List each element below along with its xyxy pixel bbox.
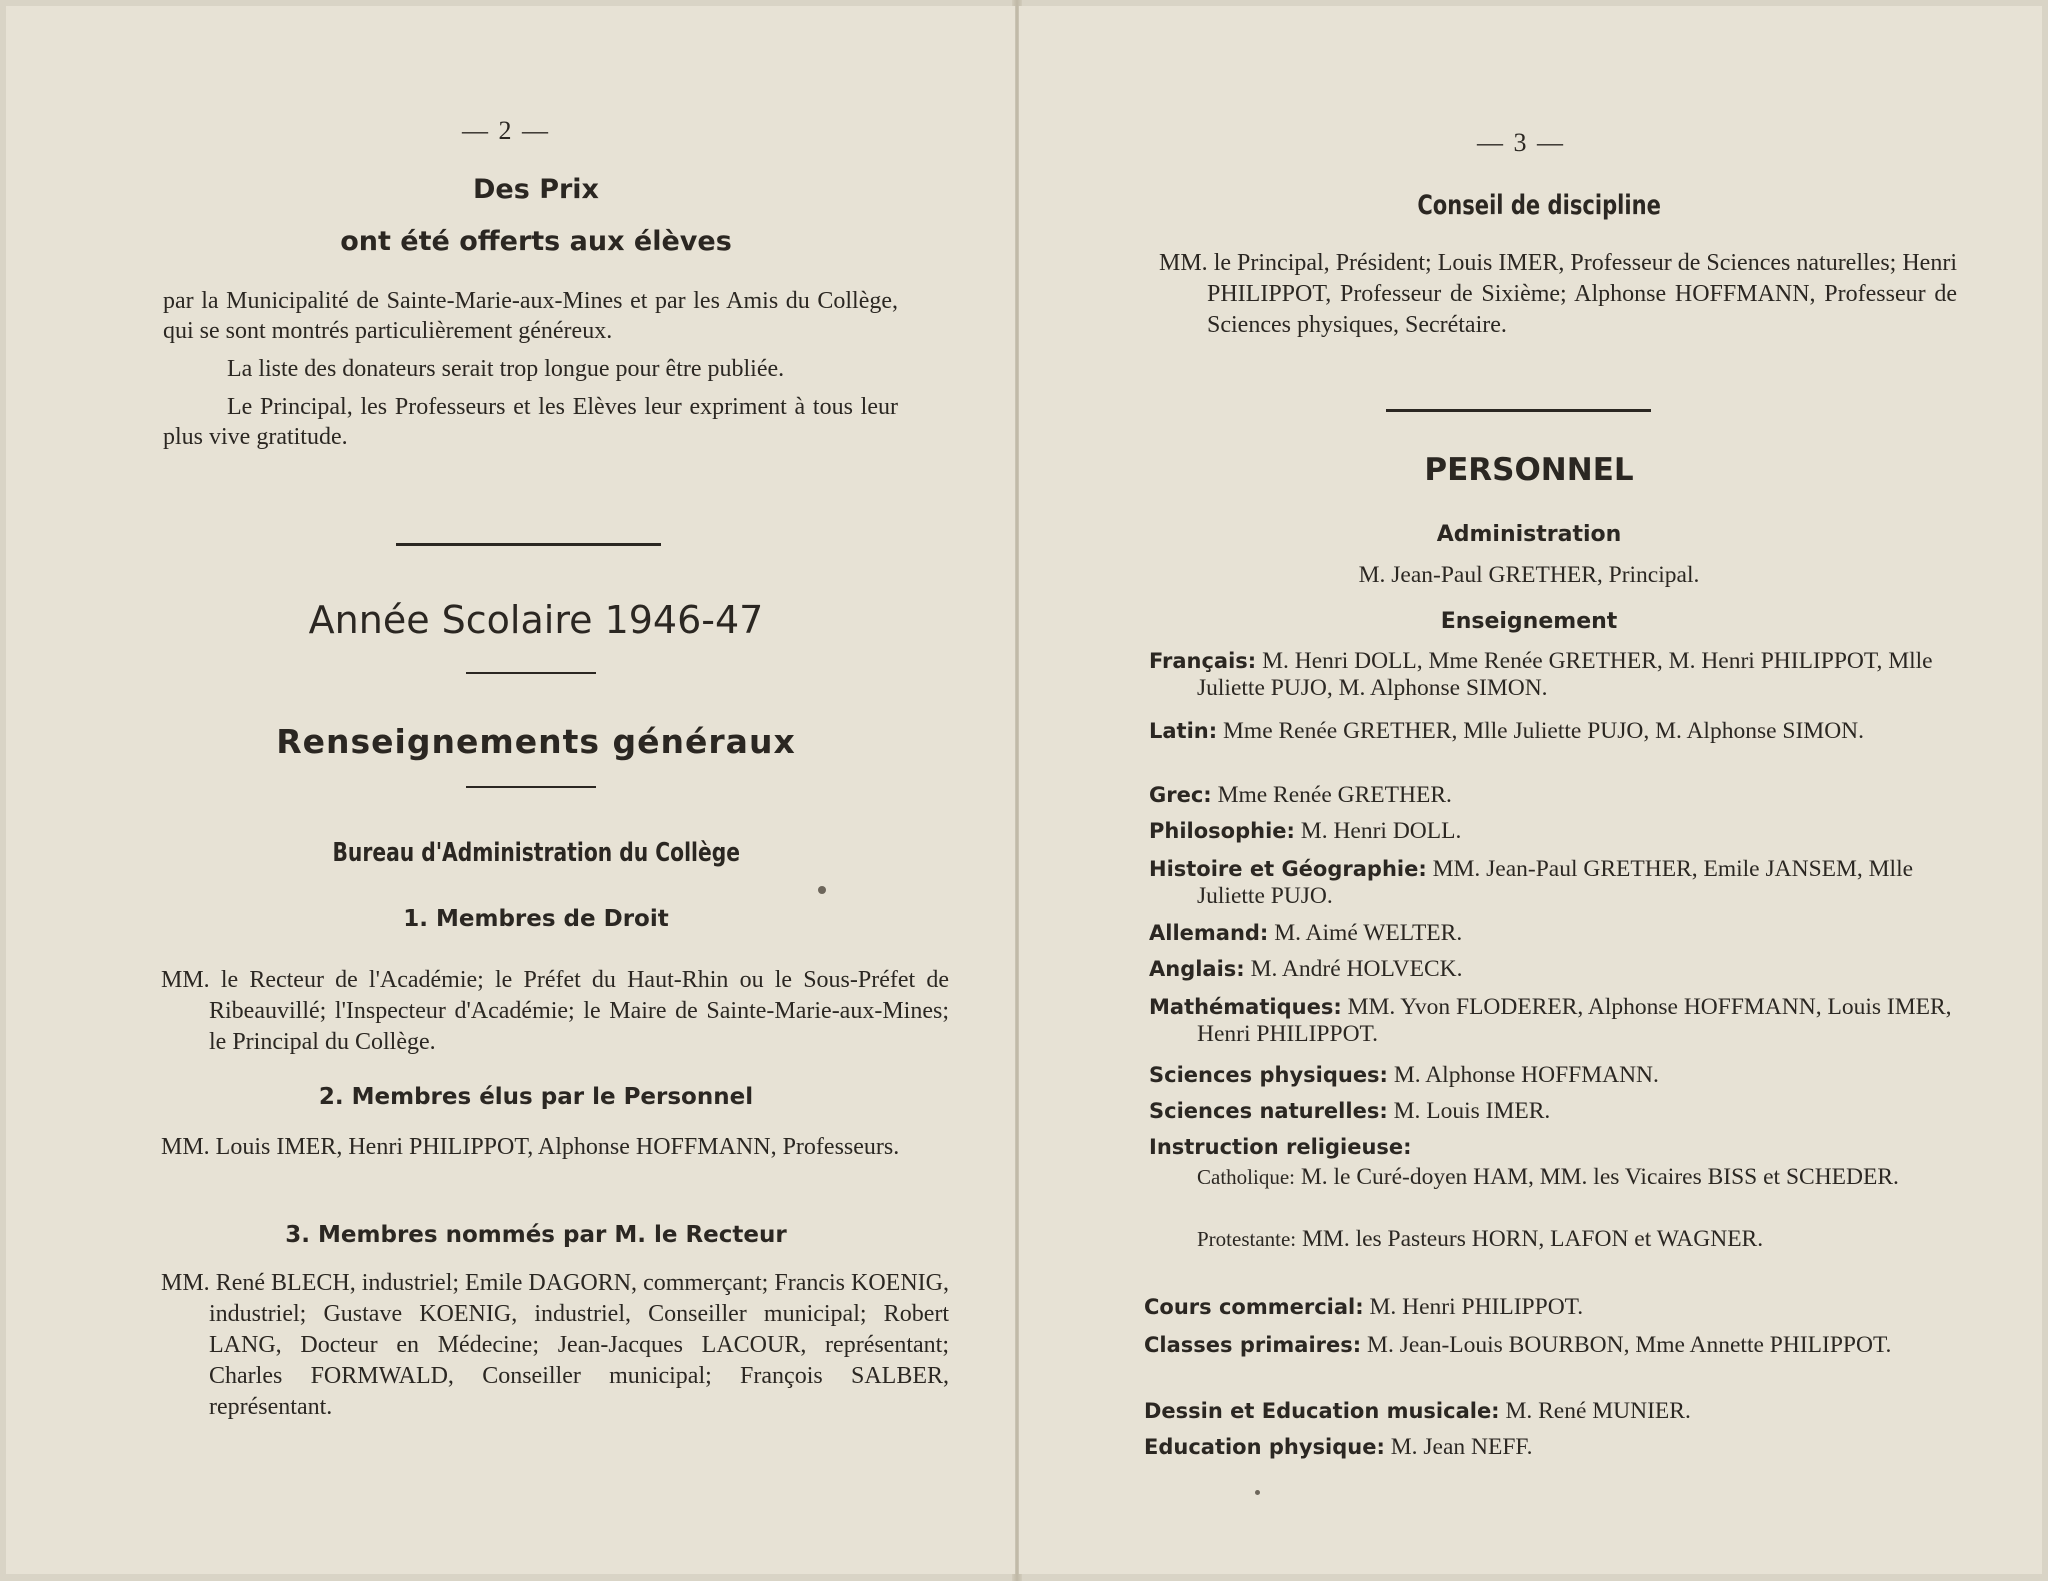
section1-text: MM. le Recteur de l'Académie; le Préfet du Haut-Rhin ou le Sous-Préfet de Ribeauvillé; l'Inspecteur d'Académie; le Maire de Sainte-Marie-aux-Mines; le Principal du Collège. [161, 967, 949, 1055]
teaching-entry-protestante [1197, 1226, 2048, 1253]
teaching-entry-dessin [1144, 1398, 1952, 1425]
subject-label: Philosophie: [1149, 819, 1295, 843]
section-divider [1386, 409, 1651, 412]
discipline-heading-wrap [1169, 190, 1909, 221]
teaching-entry-allemand [1149, 920, 1957, 947]
teaching-entry-francais [1149, 648, 1957, 702]
prize-heading-line1: Des Prix [473, 174, 599, 205]
section3-text: MM. René BLECH, industriel; Emile DAGORN, commerçant; Francis KOENIG, industriel; Gustave KOENIG, industriel, Conseiller municipal; Robert LANG, Docteur en Médecine; Jean-Jacques LACOUR, représentant; Charles FORMWALD, Conseiller municipal; François SALBER, représentant. [161, 1270, 949, 1420]
teaching-entry-anglais [1149, 956, 1957, 983]
general-underline [466, 786, 596, 788]
teaching-entry-philosophie [1149, 818, 1957, 845]
section3-title: 3. Membres nommés par M. le Recteur [285, 1222, 787, 1248]
subject-teachers: M. Henri DOLL, Mme Renée GRETHER, M. Henri PHILIPPOT, Mlle Juliette PUJO, M. Alphonse SIMON. [1197, 648, 1933, 701]
section2-title: 2. Membres élus par le Personnel [318, 1084, 754, 1110]
subject-teachers: M. Aimé WELTER. [1274, 920, 1463, 946]
subject-teachers: Mme Renée GRETHER, Mlle Juliette PUJO, M. Alphonse SIMON. [1223, 718, 1865, 744]
subject-label: Mathématiques: [1149, 995, 1342, 1019]
teaching-entry-mathematiques [1149, 994, 1957, 1048]
subject-label: Français: [1149, 649, 1257, 673]
prize-para-2: La liste des donateurs serait trop longue pour être publiée. [227, 356, 785, 382]
admin-title: Administration [1436, 522, 1622, 547]
subject-teachers: MM. les Pasteurs HORN, LAFON et WAGNER. [1302, 1226, 1764, 1252]
section2-text: MM. Louis IMER, Henri PHILIPPOT, Alphonse HOFFMANN, Professeurs. [161, 1134, 900, 1160]
teaching-entry-histoire [1149, 856, 1957, 910]
teaching-entry-grec [1149, 782, 1957, 809]
subject-teachers: MM. Yvon FLODERER, Alphonse HOFFMANN, Louis IMER, Henri PHILIPPOT. [1197, 994, 1952, 1047]
subject-teachers: M. André HOLVECK. [1250, 956, 1463, 982]
subject-teachers: M. Alphonse HOFFMANN. [1393, 1062, 1659, 1088]
teaching-entry-instruction-religieuse [1149, 1134, 1909, 1161]
subject-label: Grec: [1149, 783, 1212, 807]
general-title: Renseignements généraux [276, 722, 796, 761]
prize-paragraph [163, 286, 898, 452]
subject-label: Histoire et Géographie: [1149, 857, 1427, 881]
discipline-title: Conseil de discipline [1417, 190, 1661, 221]
section-divider [396, 543, 661, 546]
year-underline [466, 672, 596, 674]
admin-text: M. Jean-Paul GRETHER, Principal. [1358, 562, 1700, 588]
paper-speck [1255, 1490, 1260, 1495]
right-page [1018, 6, 2042, 1574]
subject-label: Dessin et Education musicale: [1144, 1399, 1500, 1423]
prize-para-3: Le Principal, les Professeurs et les Elèves leur expriment à tous leur plus vive gratitude. [163, 394, 898, 450]
subject-label: Cours commercial: [1144, 1295, 1364, 1319]
subject-teachers: M. Jean-Louis BOURBON, Mme Annette PHILIPPOT. [1367, 1332, 1892, 1358]
teaching-title: Enseignement [1440, 609, 1618, 634]
subject-teachers: M. Louis IMER. [1393, 1098, 1551, 1124]
teaching-entry-sciences-physiques [1149, 1062, 1957, 1089]
subject-teachers: MM. Jean-Paul GRETHER, Emile JANSEM, Mlle Juliette PUJO. [1197, 856, 1914, 909]
subject-label: Sciences physiques: [1149, 1063, 1388, 1087]
paper-speck [818, 886, 826, 894]
subject-teachers: M. Henri PHILIPPOT. [1369, 1294, 1584, 1320]
subject-label: Latin: [1149, 719, 1218, 743]
page-number: — 3 — [1477, 128, 1565, 157]
subject-label: Anglais: [1149, 957, 1245, 981]
subject-teachers: M. le Curé-doyen HAM, MM. les Vicaires BISS et SCHEDER. [1300, 1164, 1899, 1190]
teaching-entry-latin [1149, 718, 1957, 745]
teaching-entry-cours-commercial [1144, 1294, 1952, 1321]
discipline-text: MM. le Principal, Président; Louis IMER, Professeur de Sciences naturelles; Henri PHILIPPOT, Professeur de Sixième; Alphonse HOFFMANN, Professeur de Sciences physiques, Secrétaire. [1159, 250, 1957, 338]
prize-heading-line2: ont été offerts aux élèves [340, 226, 732, 257]
bureau-heading-wrap [166, 838, 906, 868]
prize-para-1: par la Municipalité de Sainte-Marie-aux-Mines et par les Amis du Collège, qui se sont montrés particulièrement généreux. [163, 288, 898, 344]
subject-label: Education physique: [1144, 1435, 1385, 1459]
teaching-entry-classes-primaires [1144, 1332, 1952, 1359]
page-number: — 2 — [462, 116, 550, 145]
left-page [6, 6, 1016, 1574]
subject-label: Catholique: [1197, 1165, 1295, 1189]
subject-label: Instruction religieuse: [1149, 1135, 1412, 1159]
bureau-title: Bureau d'Administration du Collège [332, 838, 740, 868]
subject-label: Classes primaires: [1144, 1333, 1362, 1357]
subject-label: Protestante: [1197, 1227, 1297, 1251]
year-title: Année Scolaire 1946-47 [308, 598, 764, 642]
teaching-entry-education-physique [1144, 1434, 1952, 1461]
subject-teachers: Mme Renée GRETHER. [1217, 782, 1452, 808]
subject-teachers: M. René MUNIER. [1505, 1398, 1691, 1424]
section1-title: 1. Membres de Droit [403, 906, 669, 932]
personnel-title: PERSONNEL [1424, 452, 1634, 488]
teaching-entry-sciences-naturelles [1149, 1098, 1957, 1125]
subject-label: Sciences naturelles: [1149, 1099, 1388, 1123]
subject-label: Allemand: [1149, 921, 1269, 945]
subject-teachers: M. Henri DOLL. [1300, 818, 1462, 844]
teaching-entry-catholique [1197, 1164, 2048, 1191]
subject-teachers: M. Jean NEFF. [1390, 1434, 1533, 1460]
